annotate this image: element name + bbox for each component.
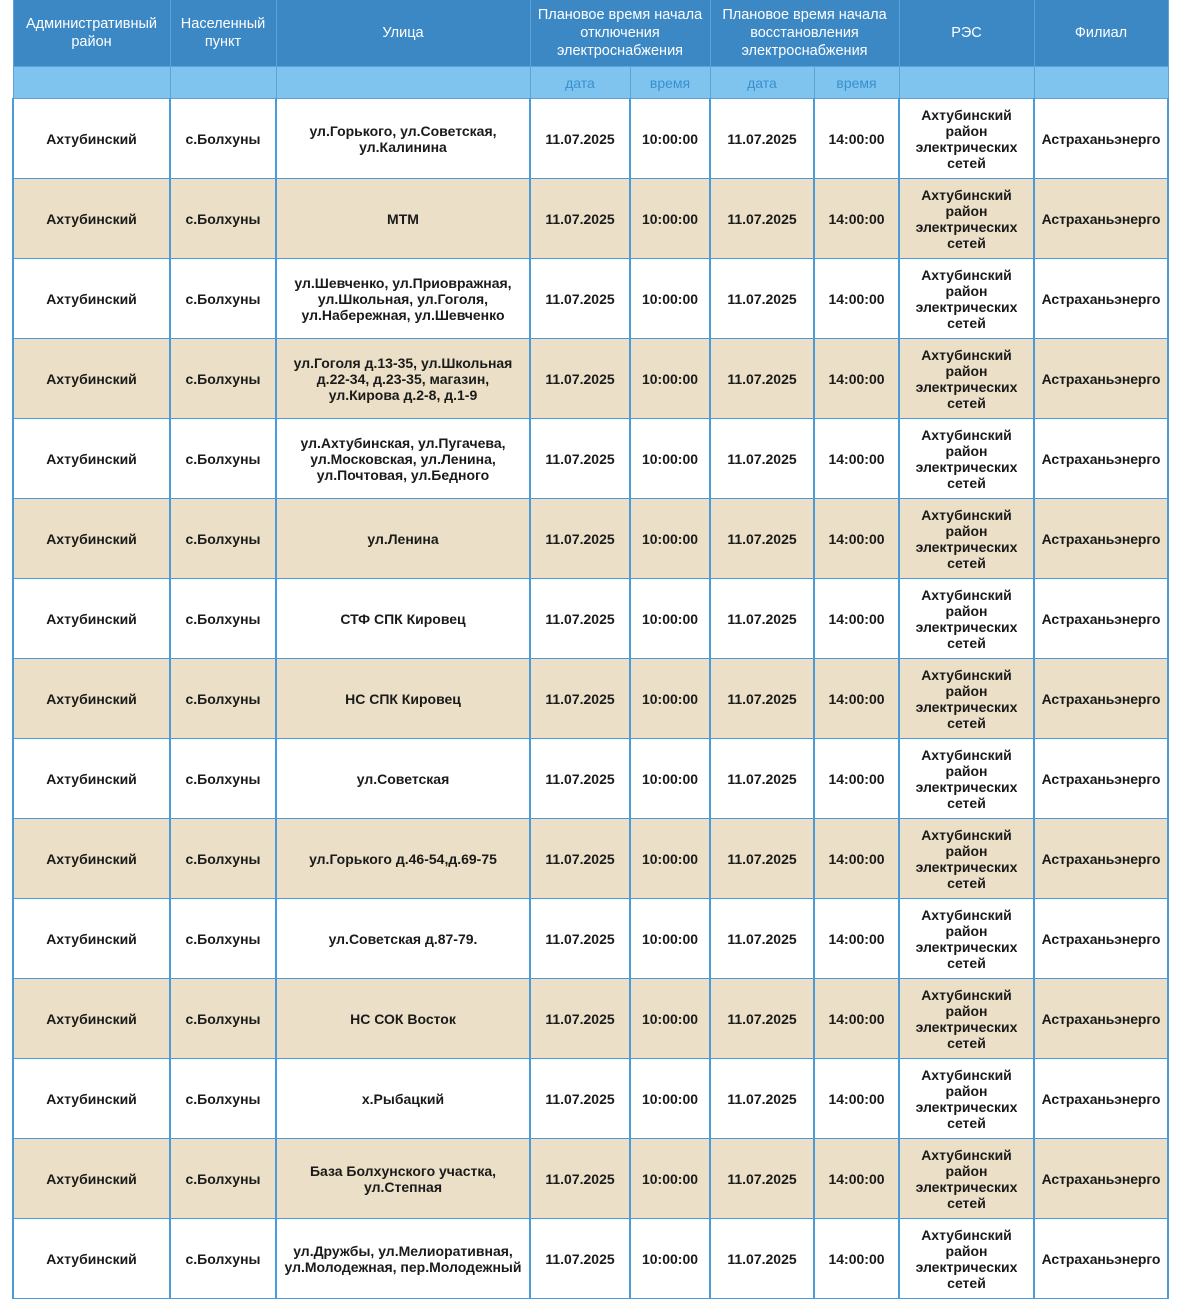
cell-street: НС СПК Кировец [276,659,530,739]
cell-on-time: 14:00:00 [814,419,899,499]
cell-street: ул.Советская д.87-79. [276,899,530,979]
subheader-empty [276,67,530,99]
cell-branch: Астраханьэнерго [1034,899,1168,979]
table-row [13,979,1168,1059]
cell-branch: Астраханьэнерго [1034,979,1168,1059]
cell-off-date: 11.07.2025 [530,739,630,819]
cell-branch: Астраханьэнерго [1034,419,1168,499]
cell-on-time: 14:00:00 [814,579,899,659]
cell-on-date: 11.07.2025 [710,1139,814,1219]
cell-res: Ахтубинский район электрических сетей [899,179,1034,259]
table-row [13,339,1168,419]
cell-district: Ахтубинский [13,179,170,259]
cell-settlement: с.Болхуны [170,179,276,259]
cell-res: Ахтубинский район электрических сетей [899,1139,1034,1219]
cell-off-date: 11.07.2025 [530,899,630,979]
cell-settlement: с.Болхуны [170,979,276,1059]
cell-on-date: 11.07.2025 [710,899,814,979]
cell-settlement: с.Болхуны [170,659,276,739]
cell-district: Ахтубинский [13,979,170,1059]
cell-on-date: 11.07.2025 [710,499,814,579]
cell-on-date: 11.07.2025 [710,819,814,899]
cell-branch: Астраханьэнерго [1034,659,1168,739]
cell-on-date: 11.07.2025 [710,979,814,1059]
cell-on-date: 11.07.2025 [710,339,814,419]
table-body [13,99,1168,1299]
cell-off-date: 11.07.2025 [530,1219,630,1299]
cell-off-time: 10:00:00 [630,819,710,899]
cell-on-date: 11.07.2025 [710,659,814,739]
cell-branch: Астраханьэнерго [1034,819,1168,899]
cell-res: Ахтубинский район электрических сетей [899,979,1034,1059]
table-row [13,259,1168,339]
cell-district: Ахтубинский [13,1059,170,1139]
cell-district: Ахтубинский [13,819,170,899]
cell-off-date: 11.07.2025 [530,259,630,339]
cell-on-time: 14:00:00 [814,339,899,419]
cell-branch: Астраханьэнерго [1034,179,1168,259]
cell-street: ул.Горького, ул.Советская, ул.Калинина [276,99,530,179]
cell-branch: Астраханьэнерго [1034,1219,1168,1299]
cell-settlement: с.Болхуны [170,99,276,179]
header-branch: Филиал [1034,0,1168,67]
cell-on-date: 11.07.2025 [710,259,814,339]
header-district: Административный район [13,0,170,67]
cell-street: НС СОК Восток [276,979,530,1059]
cell-off-time: 10:00:00 [630,899,710,979]
cell-on-date: 11.07.2025 [710,1059,814,1139]
cell-res: Ахтубинский район электрических сетей [899,339,1034,419]
cell-district: Ахтубинский [13,419,170,499]
cell-off-time: 10:00:00 [630,259,710,339]
outage-schedule-table [12,0,1169,1299]
cell-on-time: 14:00:00 [814,1219,899,1299]
cell-settlement: с.Болхуны [170,339,276,419]
cell-street: ул.Ахтубинская, ул.Пугачева, ул.Московская, ул.Ленина, ул.Почтовая, ул.Бедного [276,419,530,499]
cell-on-time: 14:00:00 [814,179,899,259]
subheader-off-time: время [630,67,710,99]
cell-street: ул.Шевченко, ул.Приовражная, ул.Школьная, ул.Гоголя, ул.Набережная, ул.Шевченко [276,259,530,339]
cell-off-time: 10:00:00 [630,179,710,259]
cell-off-time: 10:00:00 [630,979,710,1059]
outage-schedule-container [12,0,1167,1299]
table-row [13,739,1168,819]
cell-off-date: 11.07.2025 [530,99,630,179]
cell-settlement: с.Болхуны [170,419,276,499]
cell-off-date: 11.07.2025 [530,419,630,499]
cell-district: Ахтубинский [13,659,170,739]
cell-settlement: с.Болхуны [170,739,276,819]
subheader-on-time: время [814,67,899,99]
cell-branch: Астраханьэнерго [1034,739,1168,819]
subheader-empty [899,67,1034,99]
cell-res: Ахтубинский район электрических сетей [899,739,1034,819]
cell-settlement: с.Болхуны [170,259,276,339]
cell-settlement: с.Болхуны [170,1139,276,1219]
table-row [13,499,1168,579]
cell-on-time: 14:00:00 [814,499,899,579]
cell-district: Ахтубинский [13,259,170,339]
header-settlement: Населенный пункт [170,0,276,67]
table-row [13,419,1168,499]
cell-branch: Астраханьэнерго [1034,339,1168,419]
cell-street: ул.Дружбы, ул.Мелиоративная, ул.Молодежная, пер.Молодежный [276,1219,530,1299]
cell-settlement: с.Болхуны [170,1219,276,1299]
cell-off-date: 11.07.2025 [530,179,630,259]
cell-off-date: 11.07.2025 [530,499,630,579]
cell-res: Ахтубинский район электрических сетей [899,1059,1034,1139]
cell-off-date: 11.07.2025 [530,1139,630,1219]
cell-res: Ахтубинский район электрических сетей [899,499,1034,579]
table-header [13,0,1168,99]
cell-off-time: 10:00:00 [630,339,710,419]
cell-district: Ахтубинский [13,899,170,979]
table-row [13,179,1168,259]
subheader-on-date: дата [710,67,814,99]
cell-street: МТМ [276,179,530,259]
header-street: Улица [276,0,530,67]
cell-off-time: 10:00:00 [630,1059,710,1139]
cell-branch: Астраханьэнерго [1034,579,1168,659]
cell-street: х.Рыбацкий [276,1059,530,1139]
cell-settlement: с.Болхуны [170,579,276,659]
cell-off-time: 10:00:00 [630,579,710,659]
cell-street: База Болхунского участка, ул.Степная [276,1139,530,1219]
subheader-empty [170,67,276,99]
cell-res: Ахтубинский район электрических сетей [899,259,1034,339]
cell-off-date: 11.07.2025 [530,579,630,659]
subheader-empty [1034,67,1168,99]
cell-res: Ахтубинский район электрических сетей [899,579,1034,659]
cell-off-date: 11.07.2025 [530,339,630,419]
cell-res: Ахтубинский район электрических сетей [899,659,1034,739]
cell-on-time: 14:00:00 [814,259,899,339]
cell-off-time: 10:00:00 [630,1219,710,1299]
cell-settlement: с.Болхуны [170,1059,276,1139]
cell-branch: Астраханьэнерго [1034,499,1168,579]
cell-res: Ахтубинский район электрических сетей [899,99,1034,179]
cell-off-time: 10:00:00 [630,99,710,179]
cell-on-time: 14:00:00 [814,1059,899,1139]
cell-on-time: 14:00:00 [814,659,899,739]
cell-on-time: 14:00:00 [814,1139,899,1219]
cell-on-date: 11.07.2025 [710,1219,814,1299]
table-row [13,579,1168,659]
cell-res: Ахтубинский район электрических сетей [899,899,1034,979]
cell-res: Ахтубинский район электрических сетей [899,1219,1034,1299]
cell-district: Ахтубинский [13,499,170,579]
subheader-row [13,67,1168,99]
cell-off-time: 10:00:00 [630,739,710,819]
cell-street: ул.Советская [276,739,530,819]
table-row [13,1139,1168,1219]
header-on-time: Плановое время начала восстановления электроснабжения [710,0,899,67]
cell-branch: Астраханьэнерго [1034,259,1168,339]
cell-street: ул.Гоголя д.13-35, ул.Школьная д.22-34, д.23-35, магазин, ул.Кирова д.2-8, д.1-9 [276,339,530,419]
table-row [13,819,1168,899]
cell-branch: Астраханьэнерго [1034,99,1168,179]
cell-street: СТФ СПК Кировец [276,579,530,659]
cell-street: ул.Ленина [276,499,530,579]
subheader-empty [13,67,170,99]
cell-off-date: 11.07.2025 [530,819,630,899]
cell-on-time: 14:00:00 [814,819,899,899]
header-row [13,0,1168,67]
table-row [13,659,1168,739]
header-res: РЭС [899,0,1034,67]
cell-settlement: с.Болхуны [170,499,276,579]
cell-off-date: 11.07.2025 [530,979,630,1059]
cell-branch: Астраханьэнерго [1034,1139,1168,1219]
cell-on-time: 14:00:00 [814,979,899,1059]
cell-district: Ахтубинский [13,1139,170,1219]
cell-district: Ахтубинский [13,579,170,659]
cell-on-date: 11.07.2025 [710,99,814,179]
cell-on-time: 14:00:00 [814,99,899,179]
cell-res: Ахтубинский район электрических сетей [899,819,1034,899]
cell-on-time: 14:00:00 [814,899,899,979]
cell-off-time: 10:00:00 [630,659,710,739]
cell-off-time: 10:00:00 [630,499,710,579]
subheader-off-date: дата [530,67,630,99]
cell-off-time: 10:00:00 [630,419,710,499]
cell-settlement: с.Болхуны [170,899,276,979]
cell-on-date: 11.07.2025 [710,739,814,819]
cell-district: Ахтубинский [13,1219,170,1299]
cell-district: Ахтубинский [13,99,170,179]
cell-on-date: 11.07.2025 [710,179,814,259]
cell-district: Ахтубинский [13,739,170,819]
table-row [13,1219,1168,1299]
cell-res: Ахтубинский район электрических сетей [899,419,1034,499]
cell-settlement: с.Болхуны [170,819,276,899]
cell-district: Ахтубинский [13,339,170,419]
cell-off-date: 11.07.2025 [530,1059,630,1139]
table-row [13,1059,1168,1139]
cell-branch: Астраханьэнерго [1034,1059,1168,1139]
header-off-time: Плановое время начала отключения электроснабжения [530,0,710,67]
cell-on-date: 11.07.2025 [710,579,814,659]
cell-off-date: 11.07.2025 [530,659,630,739]
table-row [13,899,1168,979]
cell-off-time: 10:00:00 [630,1139,710,1219]
cell-on-time: 14:00:00 [814,739,899,819]
cell-street: ул.Горького д.46-54,д.69-75 [276,819,530,899]
cell-on-date: 11.07.2025 [710,419,814,499]
table-row [13,99,1168,179]
